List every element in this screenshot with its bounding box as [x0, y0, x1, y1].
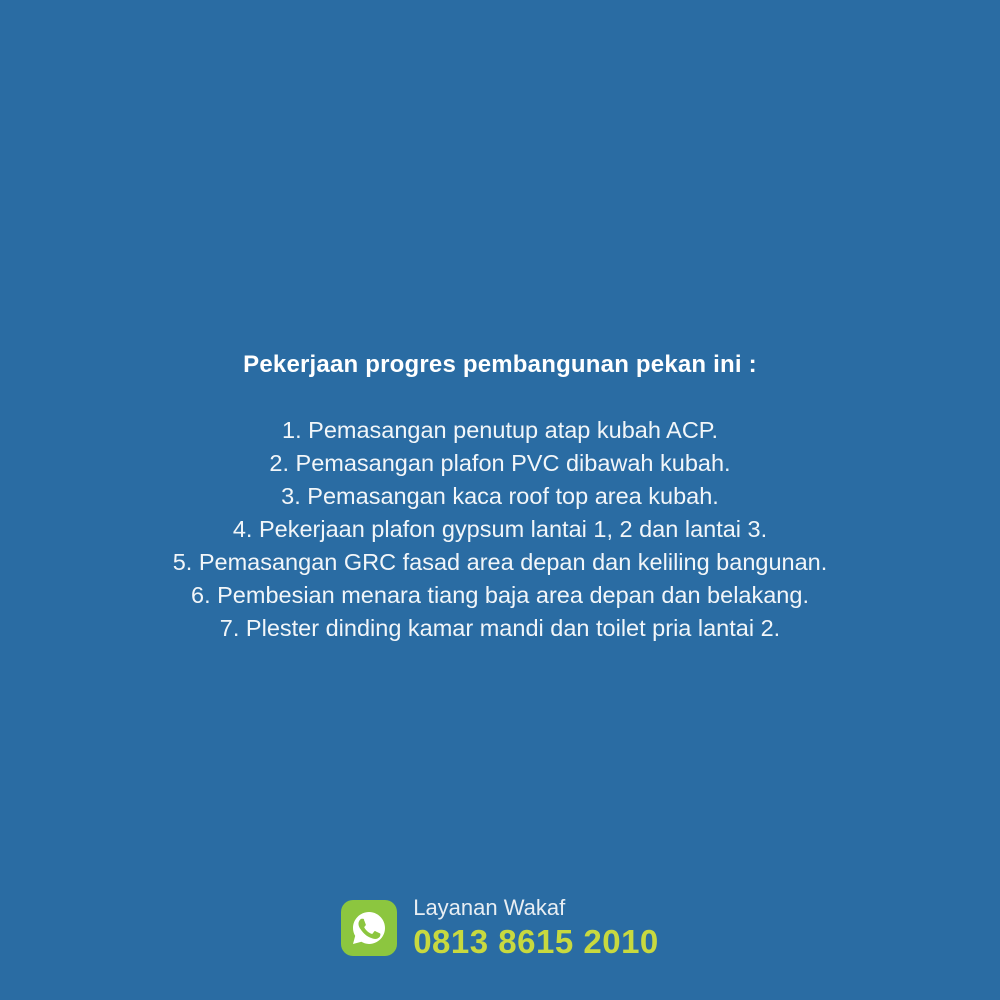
- list-item: 1. Pemasangan penutup atap kubah ACP.: [282, 417, 718, 443]
- list-item: 6. Pembesian menara tiang baja area depan dan belakang.: [191, 582, 809, 608]
- list-item: 7. Plester dinding kamar mandi dan toilet pria lantai 2.: [219, 615, 781, 641]
- phone-number[interactable]: 0813 8615 2010: [413, 923, 659, 960]
- whatsapp-icon[interactable]: [341, 900, 397, 956]
- page-title: Pekerjaan progres pembangunan pekan ini :: [243, 351, 757, 378]
- contact-text: [413, 897, 659, 958]
- list-item: 3. Pemasangan kaca roof top area kubah.: [281, 483, 719, 509]
- list-item: 2. Pemasangan plafon PVC dibawah kubah.: [269, 450, 731, 476]
- progress-list: [0, 414, 1000, 645]
- contact-footer: [0, 897, 1000, 958]
- service-label: Layanan Wakaf: [413, 895, 566, 920]
- announcement-block: [0, 350, 1000, 645]
- list-item: 4. Pekerjaan plafon gypsum lantai 1, 2 dan lantai 3.: [232, 516, 768, 542]
- list-item: 5. Pemasangan GRC fasad area depan dan keliling bangunan.: [172, 549, 828, 575]
